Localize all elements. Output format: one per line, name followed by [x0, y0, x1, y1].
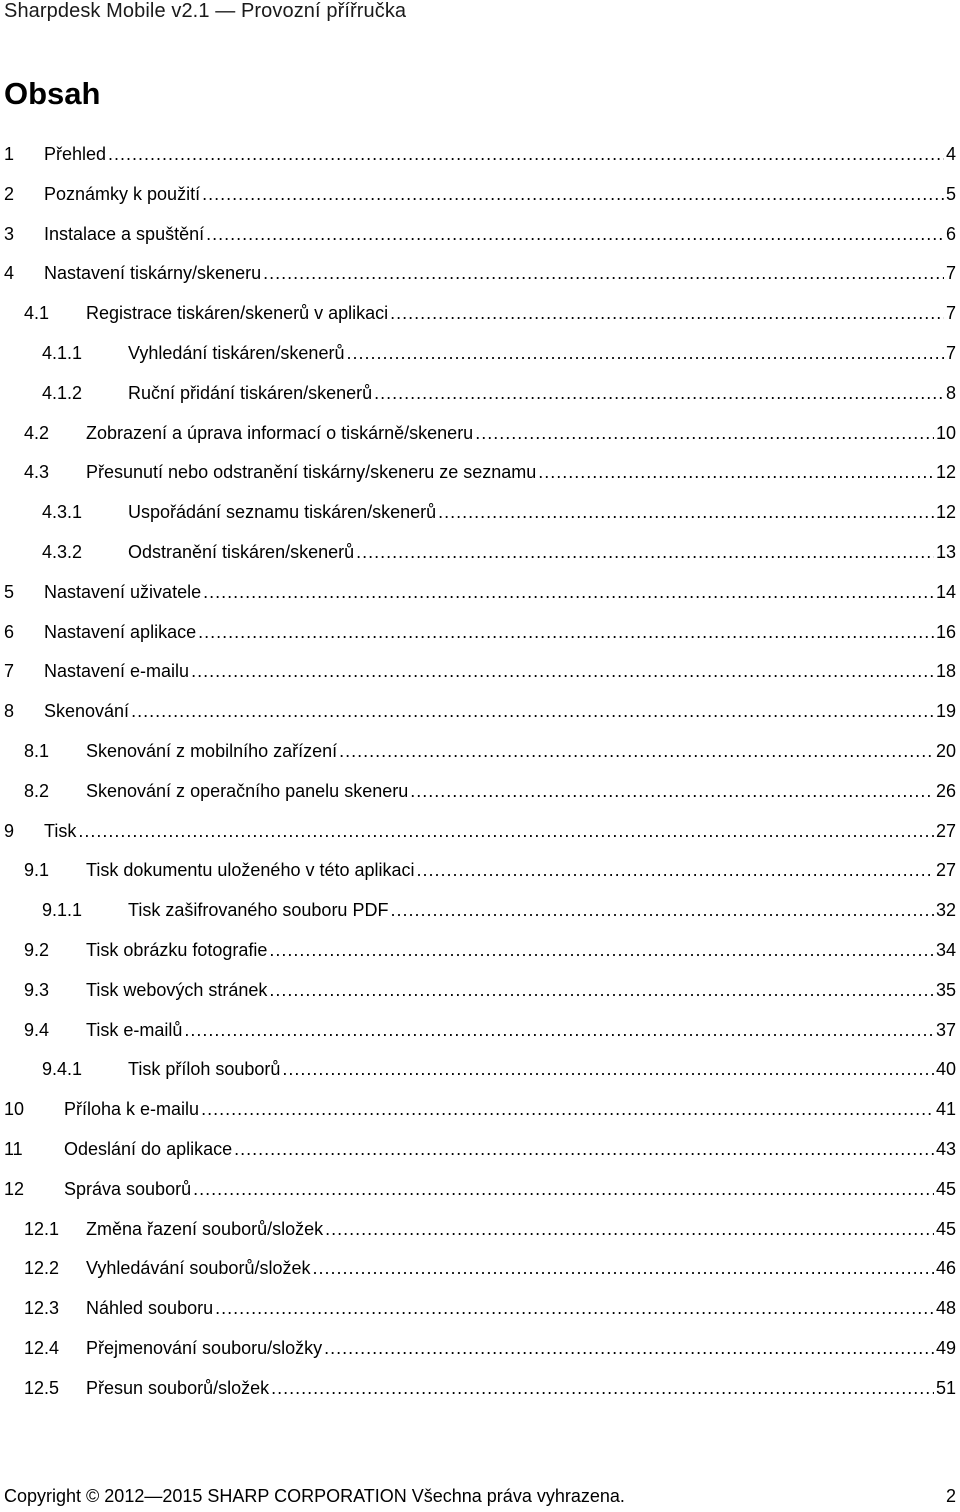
toc-entry-number: 4.3: [24, 462, 50, 483]
toc-entry[interactable]: [0, 379, 956, 407]
toc-leader-dots: [356, 538, 934, 566]
toc-entry-number: 4.2: [24, 422, 50, 443]
toc-leader-dots: [410, 777, 934, 805]
toc-entry-page: 5: [945, 183, 956, 204]
toc-entry[interactable]: [0, 1374, 956, 1402]
toc-entry-line: [86, 1254, 956, 1282]
toc-entry-line: [86, 1215, 956, 1243]
toc-entry-page: 32: [935, 900, 956, 921]
toc-leader-dots: [438, 498, 934, 526]
toc-entry-line: [44, 220, 956, 248]
toc-entry-number: 3: [4, 223, 15, 244]
toc-entry-line: [44, 817, 956, 845]
toc-entry-page: 14: [935, 581, 956, 602]
toc-entry-page: 46: [935, 1258, 956, 1279]
toc-entry-number: 4: [4, 263, 15, 284]
toc-entry-number: 10: [4, 1099, 25, 1120]
toc-entry-line: [64, 1095, 956, 1123]
toc-entry-line: [86, 299, 956, 327]
toc-leader-dots: [339, 737, 934, 765]
toc-entry[interactable]: [0, 896, 956, 924]
toc-leader-dots: [215, 1294, 934, 1322]
toc-entry-page: 7: [945, 263, 956, 284]
toc-leader-dots: [263, 259, 944, 287]
toc-entry-number: 4.1.1: [42, 343, 83, 363]
toc-entry-label: Skenování z mobilního zařízení: [86, 741, 338, 761]
toc-entry-line: [64, 1175, 956, 1203]
toc-entry-number: 12.5: [24, 1377, 60, 1398]
toc-entry-line: [64, 1135, 956, 1163]
toc-entry-page: 12: [935, 462, 956, 483]
toc-entry-label: Přejmenování souboru/složky: [86, 1338, 323, 1358]
toc-entry-number: 6: [4, 621, 15, 642]
toc-entry-line: [128, 1055, 956, 1083]
toc-entry-line: [86, 1334, 956, 1362]
toc-entry-number: 9.4: [24, 1019, 50, 1040]
toc-entry-line: [128, 896, 956, 924]
toc-entry-page: 43: [935, 1139, 956, 1159]
toc-entry-line: [86, 856, 956, 884]
toc-leader-dots: [202, 180, 944, 208]
toc-entry-number: 9.1: [24, 860, 50, 881]
toc-entry-line: [86, 777, 956, 805]
toc-entry-line: [86, 1294, 956, 1322]
toc-entry[interactable]: [0, 976, 956, 1004]
toc-entry-label: Nastavení e-mailu: [44, 661, 190, 682]
toc-leader-dots: [108, 140, 944, 168]
toc-entry-page: 35: [935, 979, 956, 1000]
toc-entry-label: Změna řazení souborů/složek: [86, 1218, 324, 1239]
toc-entry[interactable]: [0, 578, 956, 606]
toc-entry-label: Přesun souborů/složek: [86, 1377, 270, 1398]
toc-entry[interactable]: [0, 1055, 956, 1083]
page-footer: [4, 1486, 956, 1507]
toc-entry-number: 9.1.1: [42, 900, 83, 921]
toc-leader-dots: [269, 936, 934, 964]
toc-entry-label: Správa souborů: [64, 1178, 192, 1199]
toc-entry-page: 45: [935, 1178, 956, 1199]
toc-entry[interactable]: [0, 618, 956, 646]
toc-leader-dots: [538, 458, 934, 486]
toc-entry[interactable]: [0, 697, 956, 725]
toc-entry-page: 12: [935, 502, 956, 523]
toc-entry-number: 9.3: [24, 979, 50, 1000]
toc-entry-line: [86, 737, 956, 765]
toc-leader-dots: [390, 896, 934, 924]
toc-entry-page: 13: [935, 542, 956, 562]
toc-entry-line: [128, 379, 956, 407]
toc-entry-page: 51: [935, 1377, 956, 1398]
toc-entry-number: 8: [4, 701, 15, 722]
toc-entry-number: 4.1.2: [42, 382, 83, 403]
toc-leader-dots: [193, 1175, 934, 1203]
toc-leader-dots: [78, 817, 934, 845]
toc-entry-number: 5: [4, 581, 15, 602]
toc-entry[interactable]: [0, 856, 956, 884]
toc-entry-label: Příloha k e-mailu: [64, 1099, 200, 1120]
toc-entry[interactable]: [0, 657, 956, 685]
toc-entry-label: Tisk obrázku fotografie: [86, 940, 268, 960]
toc-entry[interactable]: [0, 936, 956, 964]
toc-entry[interactable]: [0, 458, 956, 486]
toc-entry-page: 49: [935, 1338, 956, 1358]
toc-entry-number: 4.1: [24, 303, 50, 324]
toc-entry-page: 4: [945, 144, 956, 164]
toc-entry-label: Skenování z operačního panelu skeneru: [86, 780, 409, 801]
toc-entry-line: [86, 1016, 956, 1044]
toc-entry-number: 9.4.1: [42, 1059, 83, 1080]
toc-leader-dots: [201, 1095, 934, 1123]
toc-leader-dots: [191, 657, 934, 685]
toc-entry-label: Přesunutí nebo odstranění tiskárny/skeneru ze seznamu: [86, 462, 537, 483]
toc-entry-page: 7: [945, 343, 956, 363]
toc-entry-number: 8.2: [24, 780, 50, 801]
toc-entry[interactable]: [0, 1294, 956, 1322]
toc-entry-number: 12: [4, 1178, 25, 1199]
toc-entry[interactable]: [0, 220, 956, 248]
toc-entry-number: 12.1: [24, 1218, 60, 1239]
toc-entry-number: 12.2: [24, 1258, 60, 1279]
toc-leader-dots: [390, 299, 944, 327]
toc-leader-dots: [417, 856, 934, 884]
toc-entry-line: [44, 697, 956, 725]
toc-entry[interactable]: [0, 339, 956, 367]
toc-entry-number: 8.1: [24, 741, 50, 761]
toc-entry[interactable]: [0, 498, 956, 526]
toc-entry-label: Skenování: [44, 701, 130, 722]
toc-leader-dots: [346, 339, 944, 367]
toc-entry-label: Instalace a spuštění: [44, 223, 205, 244]
toc-leader-dots: [271, 1374, 934, 1402]
toc-entry-label: Nastavení uživatele: [44, 581, 202, 602]
toc-entry-page: 41: [935, 1099, 956, 1120]
toc-entry-label: Tisk dokumentu uloženého v této aplikaci: [86, 860, 415, 881]
toc-entry-label: Tisk zašifrovaného souboru PDF: [128, 900, 389, 921]
toc-entry-number: 4.3.2: [42, 542, 83, 562]
toc-entry-line: [44, 578, 956, 606]
toc-leader-dots: [184, 1016, 934, 1044]
toc-entry-label: Vyhledání tiskáren/skenerů: [128, 343, 345, 363]
toc-entry-line: [44, 140, 956, 168]
toc-entry-label: Registrace tiskáren/skenerů v aplikaci: [86, 303, 389, 324]
toc-entry-page: 10: [935, 422, 956, 443]
toc-leader-dots: [203, 578, 934, 606]
toc-entry[interactable]: [0, 180, 956, 208]
toc-entry-label: Ruční přidání tiskáren/skenerů: [128, 382, 373, 403]
toc-entry[interactable]: [0, 419, 956, 447]
toc-entry-line: [44, 259, 956, 287]
toc-entry-line: [128, 498, 956, 526]
toc-leader-dots: [269, 976, 934, 1004]
toc-entry-number: 4.3.1: [42, 502, 83, 523]
toc-entry-line: [86, 1374, 956, 1402]
toc-entry[interactable]: [0, 299, 956, 327]
toc-entry-label: Odstranění tiskáren/skenerů: [128, 542, 355, 562]
toc-entry-label: Odeslání do aplikace: [64, 1139, 233, 1159]
toc-entry-number: 9.2: [24, 940, 50, 960]
toc-entry-number: 9: [4, 820, 15, 841]
toc-entry-page: 48: [935, 1298, 956, 1319]
toc-entry-number: 11: [4, 1139, 23, 1159]
toc-leader-dots: [325, 1215, 934, 1243]
toc-entry-page: 19: [935, 701, 956, 722]
toc-leader-dots: [475, 419, 934, 447]
toc-entry-number: 1: [4, 144, 15, 164]
toc-entry[interactable]: [0, 1334, 956, 1362]
toc-entry-line: [86, 458, 956, 486]
toc-leader-dots: [131, 697, 934, 725]
toc-entry[interactable]: [0, 1135, 956, 1163]
toc-entry-label: Nastavení tiskárny/skeneru: [44, 263, 262, 284]
toc-entry-label: Tisk webových stránek: [86, 979, 268, 1000]
toc-entry-page: 18: [935, 661, 956, 682]
toc-entry-page: 27: [935, 820, 956, 841]
toc-entry-line: [44, 657, 956, 685]
toc-entry-label: Nastavení aplikace: [44, 621, 197, 642]
toc-entry[interactable]: [0, 1016, 956, 1044]
toc-entry-number: 12.4: [24, 1338, 60, 1358]
toc-entry[interactable]: [0, 737, 956, 765]
toc-entry-page: 20: [935, 741, 956, 761]
toc-entry[interactable]: [0, 1175, 956, 1203]
toc-entry-page: 37: [935, 1019, 956, 1040]
toc-entry-number: 12.3: [24, 1298, 60, 1319]
toc-entry-label: Přehled: [44, 144, 107, 164]
toc-entry-line: [86, 419, 956, 447]
toc-leader-dots: [234, 1135, 934, 1163]
toc-entry-line: [44, 618, 956, 646]
toc-leader-dots: [374, 379, 944, 407]
toc-entry-line: [128, 339, 956, 367]
toc-entry-label: Poznámky k použití: [44, 183, 201, 204]
toc-entry-page: 8: [945, 382, 956, 403]
toc-entry-page: 34: [935, 940, 956, 960]
toc-entry[interactable]: [0, 817, 956, 845]
toc-entry-label: Tisk e-mailů: [86, 1019, 183, 1040]
toc-entry-page: 6: [945, 223, 956, 244]
toc-entry-label: Zobrazení a úprava informací o tiskárně/skeneru: [86, 422, 474, 443]
toc-entry-page: 40: [935, 1059, 956, 1080]
toc-entry-label: Tisk příloh souborů: [128, 1059, 281, 1080]
toc-entry-line: [128, 538, 956, 566]
page-title: Obsah: [4, 76, 101, 111]
toc-entry[interactable]: [0, 777, 956, 805]
toc-entry[interactable]: [0, 1254, 956, 1282]
toc-entry-label: Vyhledávání souborů/složek: [86, 1258, 311, 1279]
toc-leader-dots: [206, 220, 944, 248]
toc-entry-line: [86, 976, 956, 1004]
toc-entry-line: [44, 180, 956, 208]
toc-leader-dots: [282, 1055, 934, 1083]
toc-entry[interactable]: [0, 259, 956, 287]
toc-entry-page: 45: [935, 1218, 956, 1239]
toc-entry-page: 16: [935, 621, 956, 642]
toc-entry-number: 7: [4, 661, 15, 682]
toc-entry[interactable]: [0, 140, 956, 168]
copyright-text: Copyright © 2012—2015 SHARP CORPORATION Všechna práva vyhrazena.: [4, 1486, 625, 1506]
toc-leader-dots: [198, 618, 934, 646]
toc-entry[interactable]: [0, 1215, 956, 1243]
toc-entry-page: 7: [945, 303, 956, 324]
toc-leader-dots: [312, 1254, 933, 1282]
toc-entry-number: 2: [4, 183, 15, 204]
toc-entry-label: Náhled souboru: [86, 1298, 214, 1319]
running-header: Sharpdesk Mobile v2.1 — Provozní přířručka: [4, 0, 407, 22]
toc-entry-label: Uspořádání seznamu tiskáren/skenerů: [128, 502, 437, 523]
toc-entry[interactable]: [0, 538, 956, 566]
toc-entry-label: Tisk: [44, 820, 77, 841]
toc-entry[interactable]: [0, 1095, 956, 1123]
toc-entry-page: 26: [935, 780, 956, 801]
toc-entry-page: 27: [935, 860, 956, 881]
page-number: 2: [945, 1486, 956, 1506]
toc-entry-line: [86, 936, 956, 964]
toc-leader-dots: [324, 1334, 934, 1362]
